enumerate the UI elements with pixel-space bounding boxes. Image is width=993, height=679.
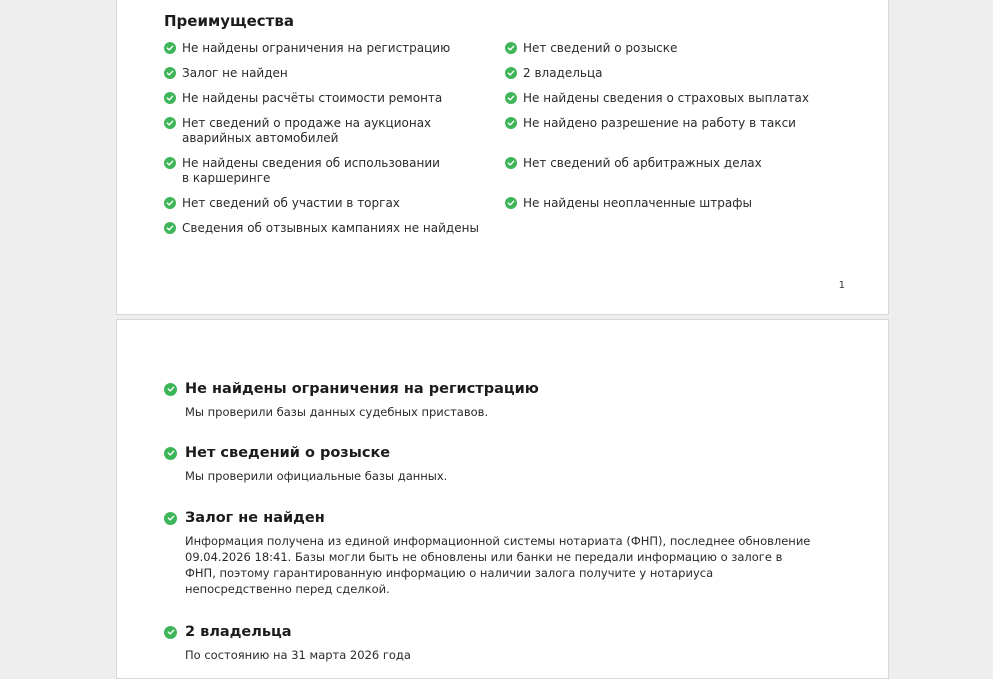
detail-title: 2 владельца (185, 624, 292, 640)
check-circle-icon (164, 383, 177, 396)
check-circle-icon (164, 117, 176, 129)
advantages-title: Преимущества (164, 12, 294, 30)
check-circle-icon (164, 92, 176, 104)
advantage-item (505, 66, 825, 81)
detail-text: По состоянию на 31 марта 2026 года (185, 648, 411, 662)
report-page-1 (116, 0, 889, 315)
advantage-item (164, 221, 484, 236)
advantage-label: Не найдены расчёты стоимости ремонта (182, 91, 443, 105)
advantage-label: Залог не найден (182, 66, 288, 80)
advantage-item (505, 116, 845, 131)
check-circle-icon (505, 157, 517, 169)
advantage-label: Не найдено разрешение на работу в такси (523, 116, 796, 130)
check-circle-icon (505, 67, 517, 79)
advantage-label: Сведения об отзывных кампаниях не найдены (182, 221, 479, 235)
page-number: 1 (838, 280, 845, 291)
advantage-label: Нет сведений об арбитражных делах (523, 156, 762, 170)
advantage-item (164, 156, 442, 186)
advantage-item (505, 91, 845, 106)
advantage-label: Нет сведений о продаже на аукционах аварийных автомобилей (182, 116, 432, 145)
detail-section (164, 380, 814, 420)
advantage-label: Не найдены сведения о страховых выплатах (523, 91, 809, 105)
check-circle-icon (164, 512, 177, 525)
check-circle-icon (164, 197, 176, 209)
advantage-item (164, 116, 490, 146)
check-circle-icon (505, 117, 517, 129)
detail-title: Залог не найден (185, 510, 325, 526)
advantage-label: 2 владельца (523, 66, 603, 80)
detail-text: Информация получена из единой информационной системы нотариата (ФНП), последнее обновление 09.04.2026 18:41. Базы могли быть не обновлены или банки не передали информацию о залоге в ФНП, поэтому гарантированную информацию о наличии залога получите у нотариуса непосредственно перед сделкой. (185, 534, 811, 596)
detail-text: Мы проверили базы данных судебных приставов. (185, 405, 489, 419)
detail-text: Мы проверили официальные базы данных. (185, 469, 448, 483)
advantage-label: Не найдены сведения об использовании в каршеринге (182, 156, 440, 185)
check-circle-icon (164, 222, 176, 234)
detail-section (164, 623, 814, 663)
detail-section (164, 444, 814, 484)
advantage-item (505, 196, 825, 211)
advantage-label: Нет сведений о розыске (523, 41, 678, 55)
advantage-item (505, 156, 825, 171)
check-circle-icon (164, 42, 176, 54)
advantage-item (164, 66, 484, 81)
check-circle-icon (505, 92, 517, 104)
advantage-item (164, 91, 484, 106)
report-page-2 (116, 319, 889, 679)
check-circle-icon (164, 626, 177, 639)
check-circle-icon (505, 197, 517, 209)
advantage-item (164, 41, 484, 56)
check-circle-icon (164, 67, 176, 79)
advantage-label: Нет сведений об участии в торгах (182, 196, 400, 210)
advantage-item (164, 196, 484, 211)
advantage-item (505, 41, 825, 56)
advantage-label: Не найдены ограничения на регистрацию (182, 41, 451, 55)
detail-title: Нет сведений о розыске (185, 445, 391, 461)
detail-title: Не найдены ограничения на регистрацию (185, 381, 539, 397)
advantage-label: Не найдены неоплаченные штрафы (523, 196, 752, 210)
detail-section (164, 509, 814, 597)
check-circle-icon (164, 447, 177, 460)
check-circle-icon (164, 157, 176, 169)
check-circle-icon (505, 42, 517, 54)
